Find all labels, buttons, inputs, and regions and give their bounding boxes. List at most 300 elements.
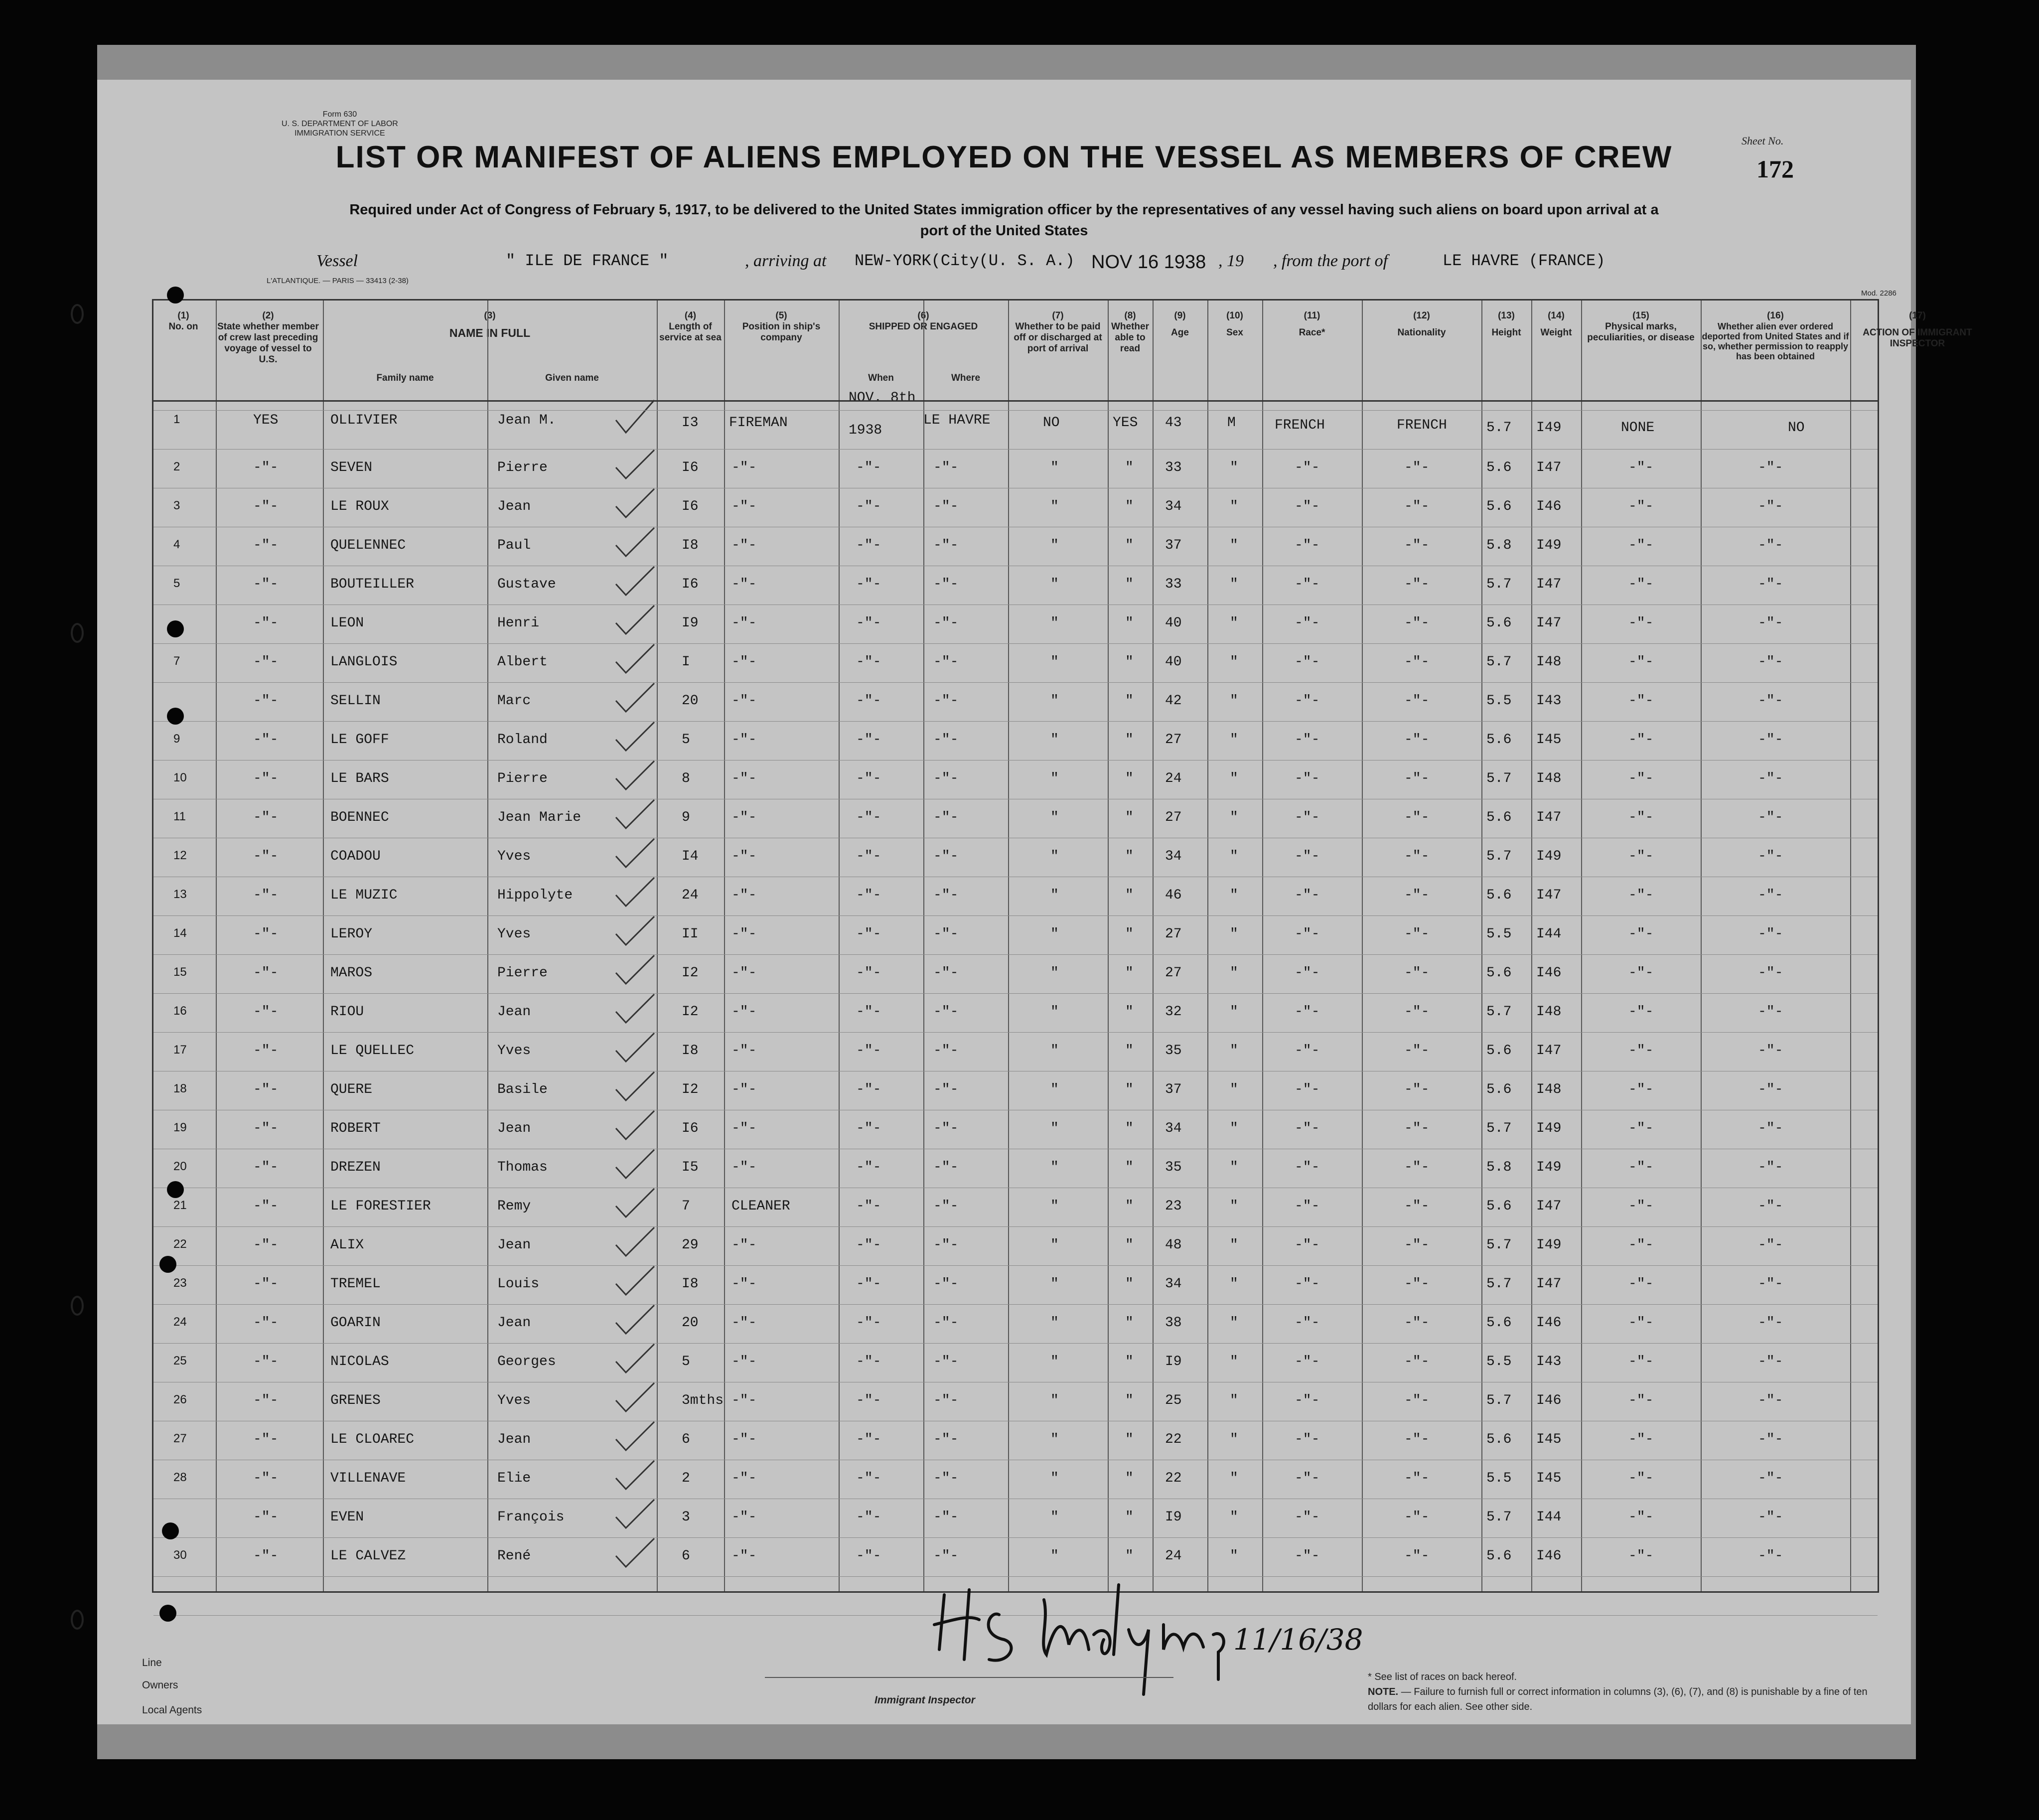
cell-race: -"-: [1295, 1510, 1320, 1525]
form-line: Form 630: [322, 110, 357, 119]
form-number: [282, 110, 398, 138]
cell-where: -"-: [933, 615, 959, 631]
cell-where: -"-: [933, 1432, 959, 1447]
row-number: 9: [173, 732, 180, 746]
column-rule: [1262, 301, 1263, 1591]
cell-service: I2: [682, 965, 699, 981]
cell-age: 25: [1165, 1393, 1182, 1408]
cell-height: 5.7: [1486, 654, 1512, 670]
col-where-header: Where: [951, 373, 981, 383]
cell-when: -"-: [856, 810, 881, 825]
row-number: 18: [173, 1082, 187, 1095]
row-number: 16: [173, 1004, 187, 1018]
cell-family-name: LE CALVEZ: [330, 1548, 406, 1564]
cell-height: 5.8: [1486, 538, 1512, 553]
cell-age: 43: [1165, 415, 1182, 431]
column-rule: [487, 301, 488, 1591]
cell-paid-off: ": [1050, 615, 1059, 631]
cell-sex: ": [1230, 499, 1238, 514]
cell-given-name: Gustave: [497, 577, 556, 592]
cell-crew: -"-: [253, 732, 279, 748]
cell-when: -"-: [856, 1199, 881, 1214]
cell-paid-off: ": [1050, 1393, 1059, 1408]
col-number: (5): [775, 310, 787, 321]
cell-weight: I47: [1536, 615, 1562, 631]
cell-height: 5.7: [1486, 1393, 1512, 1408]
cell-height: 5.8: [1486, 1160, 1512, 1175]
cell-deported: -"-: [1758, 499, 1783, 514]
cell-nationality: -"-: [1404, 1510, 1430, 1525]
cell-race: -"-: [1295, 810, 1320, 825]
cell-read: ": [1125, 849, 1134, 864]
cell-age: 34: [1165, 499, 1182, 514]
cell-family-name: TREMEL: [330, 1276, 381, 1292]
row-number: 27: [173, 1432, 187, 1445]
cell-given-name: Yves: [497, 1043, 531, 1059]
cell-age: 42: [1165, 693, 1182, 709]
col-action-header: [1850, 310, 1985, 349]
cell-nationality: -"-: [1404, 1082, 1430, 1097]
cell-paid-off: ": [1050, 693, 1059, 709]
cell-crew: YES: [253, 413, 279, 428]
cell-nationality: -"-: [1404, 1315, 1430, 1331]
column-rule: [724, 301, 725, 1591]
note-label: NOTE.: [1368, 1686, 1399, 1697]
cell-paid-off: ": [1050, 1354, 1059, 1369]
cell-height: 5.6: [1486, 615, 1512, 631]
cell-nationality: -"-: [1404, 1121, 1430, 1136]
cell-deported: -"-: [1758, 538, 1783, 553]
col-name-header: [323, 310, 657, 338]
cell-where: LE HAVRE: [923, 413, 991, 428]
cell-read: ": [1125, 1199, 1134, 1214]
col-number: (12): [1413, 310, 1430, 321]
cell-race: -"-: [1295, 1121, 1320, 1136]
row-number: 13: [173, 888, 187, 901]
binder-ring: [71, 1296, 84, 1316]
vessel-line: [97, 252, 1911, 277]
cell-where: -"-: [933, 1393, 959, 1408]
row-rule: [153, 410, 1878, 411]
punch-hole: [159, 1605, 176, 1622]
cell-race: -"-: [1295, 888, 1320, 903]
cell-position: -"-: [731, 1276, 757, 1292]
row-number: 30: [173, 1548, 187, 1562]
cell-given-name: Georges: [497, 1354, 556, 1369]
cell-paid-off: ": [1050, 926, 1059, 942]
cell-given-name: Jean: [497, 1004, 531, 1020]
cell-when: -"-: [856, 1548, 881, 1564]
cell-sex: ": [1230, 1121, 1238, 1136]
cell-service: I5: [682, 1160, 699, 1175]
column-rule: [1531, 301, 1532, 1591]
vessel-name: " ILE DE FRANCE ": [506, 252, 669, 270]
arrival-date-stamp: NOV 16 1938: [1091, 252, 1206, 273]
cell-sex: ": [1230, 615, 1238, 631]
cell-given-name: Hippolyte: [497, 888, 573, 903]
cell-position: -"-: [731, 965, 757, 981]
year-label: , 19: [1218, 252, 1244, 270]
row-number: 10: [173, 771, 187, 784]
check-mark-icon: [612, 1031, 657, 1065]
sheet-label: Sheet No.: [1742, 135, 1784, 147]
cell-deported: -"-: [1758, 965, 1783, 981]
column-rule: [1207, 301, 1208, 1591]
cell-where: -"-: [933, 1043, 959, 1059]
cell-weight: I44: [1536, 926, 1562, 942]
cell-crew: -"-: [253, 771, 279, 786]
cell-nationality: -"-: [1404, 926, 1430, 942]
cell-position: -"-: [731, 1548, 757, 1564]
cell-read: ": [1125, 1237, 1134, 1253]
cell-when: -"-: [856, 732, 881, 748]
cell-weight: I48: [1536, 1082, 1562, 1097]
cell-marks: -"-: [1628, 654, 1654, 670]
cell-service: 5: [682, 732, 690, 748]
cell-paid-off: ": [1050, 1199, 1059, 1214]
row-number: 21: [173, 1199, 187, 1212]
check-mark-icon: [612, 836, 657, 871]
cell-race: -"-: [1295, 1276, 1320, 1292]
cell-read: ": [1125, 888, 1134, 903]
row-rule: [153, 721, 1878, 722]
cell-when: -"-: [856, 1432, 881, 1447]
cell-family-name: DREZEN: [330, 1160, 381, 1175]
cell-read: ": [1125, 654, 1134, 670]
cell-marks: -"-: [1628, 1276, 1654, 1292]
cell-given-name: Jean: [497, 1432, 531, 1447]
cell-age: 34: [1165, 1276, 1182, 1292]
cell-service: I6: [682, 1121, 699, 1136]
cell-where: -"-: [933, 1548, 959, 1564]
check-mark-icon: [612, 1108, 657, 1143]
check-mark-icon: [612, 914, 657, 949]
cell-when: -"-: [856, 1471, 881, 1486]
cell-read: ": [1125, 1004, 1134, 1020]
cell-where: -"-: [933, 926, 959, 942]
cell-given-name: Paul: [497, 538, 531, 553]
cell-nationality: -"-: [1404, 1432, 1430, 1447]
cell-position: -"-: [731, 577, 757, 592]
cell-given-name: Yves: [497, 1393, 531, 1408]
cell-age: 24: [1165, 771, 1182, 786]
col-height-header: [1481, 310, 1531, 338]
cell-crew: -"-: [253, 1432, 279, 1447]
check-mark-icon: [612, 486, 657, 521]
cell-marks: -"-: [1628, 1471, 1654, 1486]
cell-sex: ": [1230, 1276, 1238, 1292]
cell-race: -"-: [1295, 1471, 1320, 1486]
cell-height: 5.6: [1486, 1199, 1512, 1214]
check-mark-icon: [612, 875, 657, 910]
cell-crew: -"-: [253, 849, 279, 864]
cell-weight: I47: [1536, 460, 1562, 475]
check-mark-icon: [612, 1342, 657, 1376]
cell-family-name: GOARIN: [330, 1315, 381, 1331]
cell-given-name: Pierre: [497, 460, 548, 475]
cell-read: ": [1125, 1082, 1134, 1097]
punch-hole: [167, 1181, 184, 1198]
cell-where: -"-: [933, 577, 959, 592]
cell-race: -"-: [1295, 499, 1320, 514]
column-rule: [1008, 301, 1009, 1591]
cell-deported: -"-: [1758, 1393, 1783, 1408]
cell-marks: -"-: [1628, 849, 1654, 864]
col-label: Length of service at sea: [659, 321, 722, 343]
row-number: 15: [173, 965, 187, 979]
cell-deported: -"-: [1758, 1510, 1783, 1525]
check-mark-icon: [612, 564, 657, 599]
cell-sex: ": [1230, 1004, 1238, 1020]
cell-sex: ": [1230, 1548, 1238, 1564]
cell-deported: -"-: [1758, 654, 1783, 670]
cell-nationality: -"-: [1404, 1199, 1430, 1214]
cell-race: -"-: [1295, 460, 1320, 475]
cell-where: -"-: [933, 1471, 959, 1486]
check-mark-icon: [612, 1536, 657, 1571]
cell-nationality: -"-: [1404, 460, 1430, 475]
cell-where: -"-: [933, 654, 959, 670]
cell-family-name: SELLIN: [330, 693, 381, 709]
check-mark-icon: [612, 1303, 657, 1338]
cell-position: FIREMAN: [729, 415, 788, 431]
col-service-header: [657, 310, 724, 343]
cell-given-name: Roland: [497, 732, 548, 748]
cell-deported: -"-: [1758, 888, 1783, 903]
cell-given-name: Marc: [497, 693, 531, 709]
cell-family-name: LE QUELLEC: [330, 1043, 415, 1059]
cell-position: -"-: [731, 1354, 757, 1369]
cell-when: -"-: [856, 538, 881, 553]
cell-weight: I45: [1536, 732, 1562, 748]
form-line: U. S. DEPARTMENT OF LABOR: [282, 120, 398, 128]
cell-when: -"-: [856, 1004, 881, 1020]
cell-deported: -"-: [1758, 1082, 1783, 1097]
cell-crew: -"-: [253, 654, 279, 670]
cell-family-name: LE ROUX: [330, 499, 389, 514]
cell-service: 7: [682, 1199, 690, 1214]
cell-height: 5.6: [1486, 1043, 1512, 1059]
cell-sex: ": [1230, 1471, 1238, 1486]
col-crew-header: [216, 310, 320, 365]
cell-where: -"-: [933, 1315, 959, 1331]
cell-service: I4: [682, 849, 699, 864]
cell-weight: I45: [1536, 1471, 1562, 1486]
cell-when: -"-: [856, 888, 881, 903]
cell-height: 5.6: [1486, 732, 1512, 748]
cell-where: -"-: [933, 538, 959, 553]
cell-where: -"-: [933, 1510, 959, 1525]
row-rule: [153, 643, 1878, 644]
col-no-header: [153, 310, 213, 332]
cell-marks: -"-: [1628, 1510, 1654, 1525]
row-number: 22: [173, 1237, 187, 1251]
cell-deported: -"-: [1758, 693, 1783, 709]
races-note: * See list of races on back hereof.: [1368, 1671, 1517, 1682]
cell-deported: -"-: [1758, 1548, 1783, 1564]
cell-given-name: Remy: [497, 1199, 531, 1214]
cell-family-name: QUERE: [330, 1082, 373, 1097]
cell-weight: I49: [1536, 1160, 1562, 1175]
cell-race: -"-: [1295, 1432, 1320, 1447]
cell-paid-off: ": [1050, 499, 1059, 514]
cell-given-name: Henri: [497, 615, 540, 631]
cell-when: -"-: [856, 460, 881, 475]
immigrant-inspector-label: Immigrant Inspector: [874, 1694, 975, 1706]
cell-age: I9: [1165, 1510, 1182, 1525]
cell-paid-off: ": [1050, 654, 1059, 670]
row-rule: [153, 1537, 1878, 1538]
cell-family-name: LE CLOAREC: [330, 1432, 415, 1447]
inspector-line: [765, 1677, 1173, 1678]
cell-where: -"-: [933, 499, 959, 514]
cell-read: ": [1125, 460, 1134, 475]
sheet-number: 172: [1756, 155, 1794, 183]
cell-paid-off: ": [1050, 888, 1059, 903]
cell-deported: -"-: [1758, 732, 1783, 748]
cell-when: -"-: [856, 1510, 881, 1525]
cell-age: 24: [1165, 1548, 1182, 1564]
cell-crew: -"-: [253, 1237, 279, 1253]
requirement-line: Required under Act of Congress of February 5, 1917, to be delivered to the United States immigration officer by the representatives of any vessel having such aliens on board upon arrival at a: [349, 202, 1659, 218]
cell-where: -"-: [933, 1199, 959, 1214]
cell-when: -"-: [856, 849, 881, 864]
row-rule: [153, 1343, 1878, 1344]
row-rule: [153, 449, 1878, 450]
col-weight-header: [1531, 310, 1581, 338]
row-number: 4: [173, 538, 180, 551]
note-text: — Failure to furnish full or correct information in columns (3), (6), (7), and (8) is punishable by a fine of ten dollars for each alien. See other side.: [1368, 1686, 1868, 1712]
row-rule: [153, 1226, 1878, 1227]
cell-read: ": [1125, 926, 1134, 942]
col-nationality-header: [1362, 310, 1481, 338]
cell-paid-off: ": [1050, 849, 1059, 864]
arrival-port: NEW-YORK(City(U. S. A.): [855, 252, 1075, 270]
requirement-line: port of the United States: [920, 223, 1088, 239]
col-label: Age: [1171, 327, 1189, 338]
row-number: 23: [173, 1276, 187, 1290]
cell-weight: I46: [1536, 1315, 1562, 1331]
cell-family-name: OLLIVIER: [330, 413, 398, 428]
row-number: 3: [173, 499, 180, 512]
cell-paid-off: ": [1050, 1315, 1059, 1331]
cell-height: 5.7: [1486, 1004, 1512, 1020]
punch-hole: [167, 287, 184, 303]
cell-age: 27: [1165, 965, 1182, 981]
cell-where: -"-: [933, 1004, 959, 1020]
cell-position: -"-: [731, 732, 757, 748]
cell-age: 22: [1165, 1471, 1182, 1486]
cell-marks: -"-: [1628, 810, 1654, 825]
cell-paid-off: ": [1050, 1237, 1059, 1253]
col-number: (1): [177, 310, 189, 321]
col-number: (10): [1226, 310, 1243, 321]
cell-race: -"-: [1295, 1354, 1320, 1369]
cell-family-name: GRENES: [330, 1393, 381, 1408]
cell-weight: I48: [1536, 654, 1562, 670]
punch-hole: [159, 1256, 176, 1273]
cell-when: -"-: [856, 499, 881, 514]
cell-deported: -"-: [1758, 1432, 1783, 1447]
cell-height: 5.6: [1486, 810, 1512, 825]
cell-race: -"-: [1295, 538, 1320, 553]
cell-position: -"-: [731, 538, 757, 553]
cell-crew: -"-: [253, 1004, 279, 1020]
cell-family-name: EVEN: [330, 1510, 364, 1525]
cell-given-name: Jean: [497, 1237, 531, 1253]
cell-given-name: Albert: [497, 654, 548, 670]
binder-ring: [71, 623, 84, 643]
cell-where: -"-: [933, 965, 959, 981]
cell-read: ": [1125, 1510, 1134, 1525]
row-number: 17: [173, 1043, 187, 1057]
cell-read: ": [1125, 499, 1134, 514]
check-mark-icon: [612, 1264, 657, 1299]
cell-age: 23: [1165, 1199, 1182, 1214]
crew-table: [152, 299, 1972, 1593]
cell-height: 5.6: [1486, 1432, 1512, 1447]
cell-nationality: -"-: [1404, 577, 1430, 592]
cell-crew: -"-: [253, 577, 279, 592]
cell-given-name: René: [497, 1548, 531, 1564]
check-mark-icon: [612, 1225, 657, 1260]
cell-nationality: -"-: [1404, 849, 1430, 864]
col-number: (3): [484, 310, 496, 321]
cell-service: 6: [682, 1548, 690, 1564]
col-label: Race*: [1299, 327, 1325, 338]
row-number: 19: [173, 1121, 187, 1134]
cell-where: -"-: [933, 1160, 959, 1175]
check-mark-icon: [612, 603, 657, 638]
cell-nationality: -"-: [1404, 1471, 1430, 1486]
row-rule: [153, 1265, 1878, 1266]
cell-crew: -"-: [253, 1199, 279, 1214]
cell-height: 5.6: [1486, 888, 1512, 903]
check-mark-icon: [612, 398, 657, 438]
cell-read: ": [1125, 693, 1134, 709]
cell-where: -"-: [933, 810, 959, 825]
cell-weight: I43: [1536, 1354, 1562, 1369]
cell-when: -"-: [856, 771, 881, 786]
cell-race: -"-: [1295, 1160, 1320, 1175]
column-rule: [923, 301, 924, 1591]
col-label: Whether alien ever ordered deported from United States and if so, whether permission to reapply has been obtained: [1702, 321, 1849, 361]
col-age-header: [1153, 310, 1207, 338]
cell-deported: -"-: [1758, 849, 1783, 864]
col-number: (9): [1174, 310, 1186, 321]
cell-nationality: -"-: [1404, 1393, 1430, 1408]
col-sex-header: [1207, 310, 1262, 338]
cell-race: -"-: [1295, 771, 1320, 786]
cell-sex: ": [1230, 538, 1238, 553]
cell-height: 5.5: [1486, 1471, 1512, 1486]
line-label: Line: [142, 1657, 162, 1668]
row-number: 1: [173, 413, 180, 426]
check-mark-icon: [612, 720, 657, 755]
col-label: Physical marks, peculiarities, or disease: [1587, 321, 1695, 343]
cell-position: -"-: [731, 1393, 757, 1408]
cell-height: 5.7: [1486, 420, 1512, 436]
cell-weight: I49: [1536, 1237, 1562, 1253]
row-number: 12: [173, 849, 187, 862]
cell-when-year: 1938: [849, 423, 882, 438]
col-position-header: [724, 310, 839, 343]
col-label: Position in ship's company: [742, 321, 821, 343]
cell-marks: -"-: [1628, 1393, 1654, 1408]
cell-crew: -"-: [253, 1471, 279, 1486]
cell-marks: -"-: [1628, 693, 1654, 709]
cell-family-name: LE MUZIC: [330, 888, 398, 903]
